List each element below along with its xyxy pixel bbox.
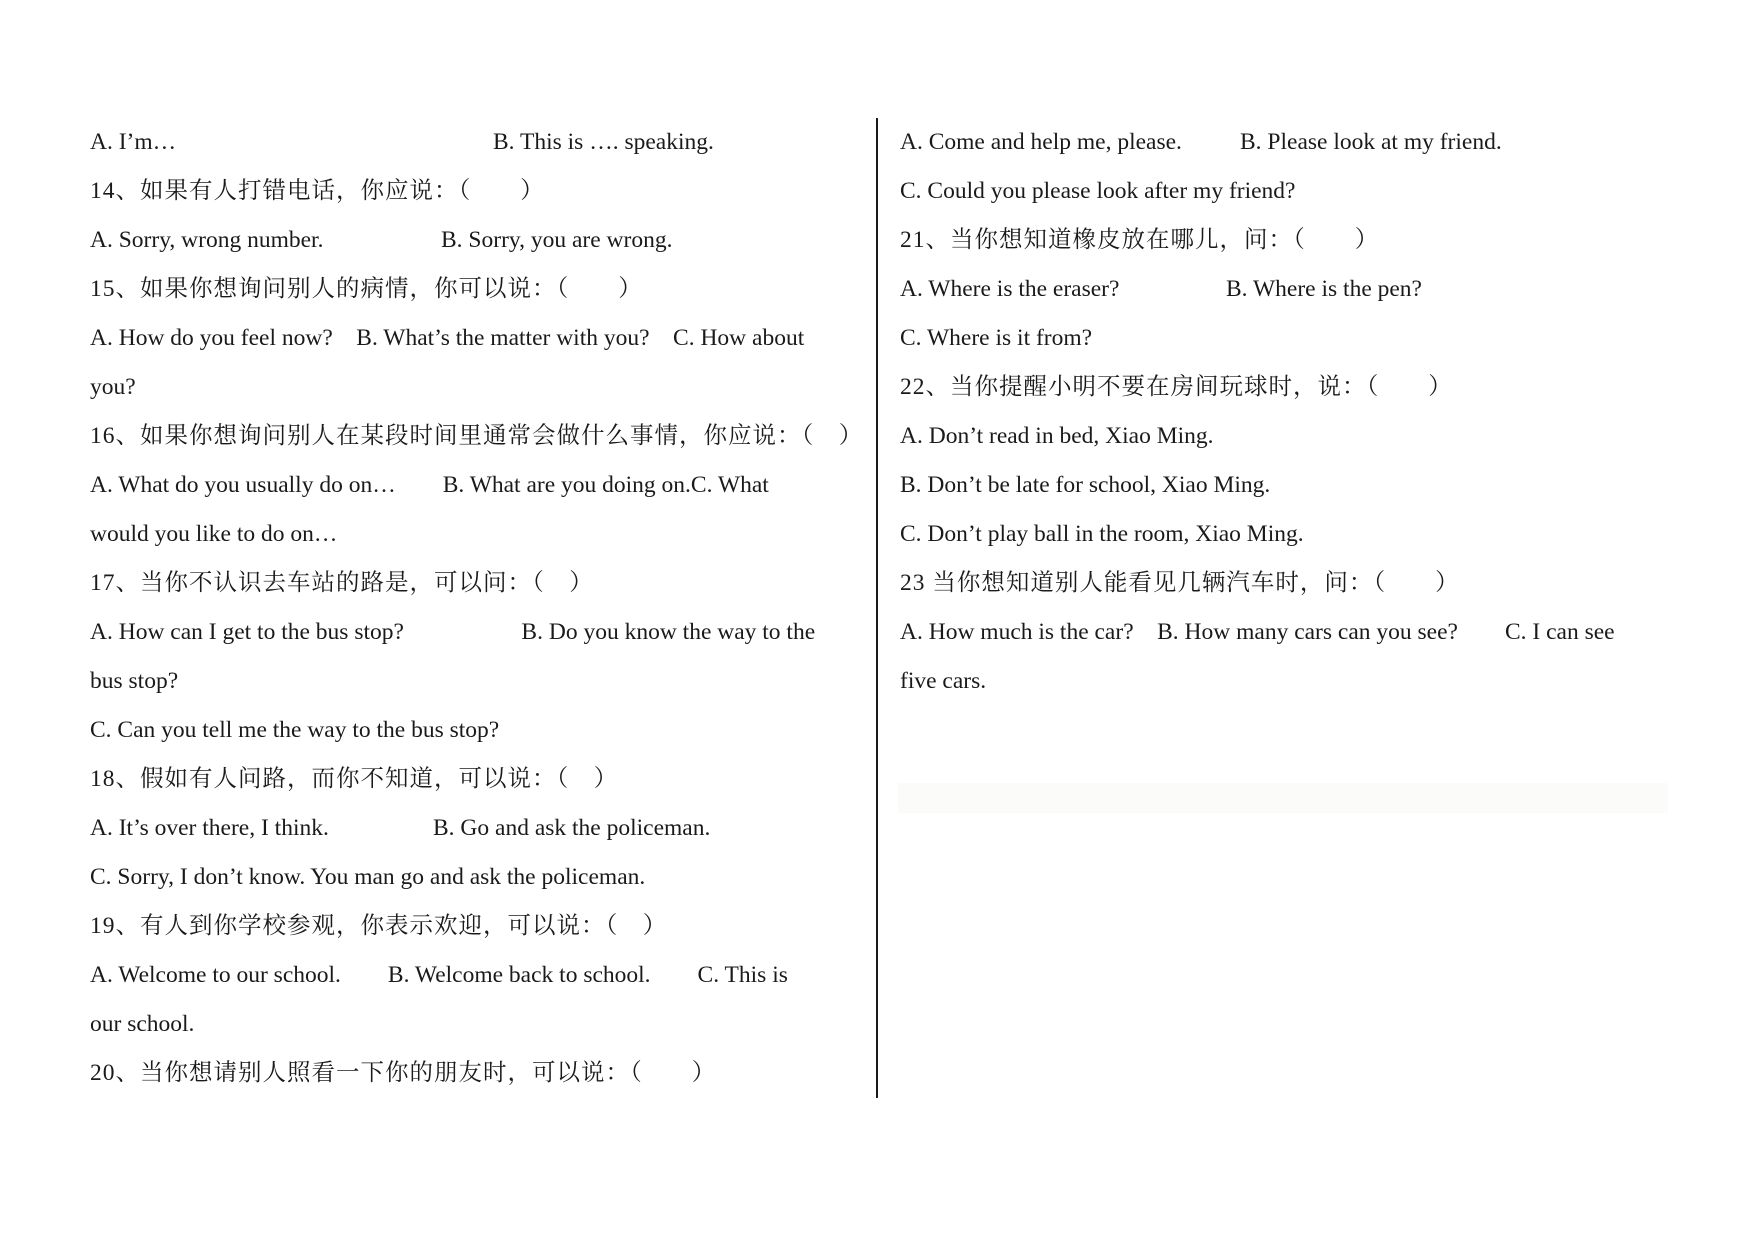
q22-question: 22、当你提醒小明不要在房间玩球时，说：（ ） (900, 374, 1453, 400)
q17-option-c: C. Can you tell me the way to the bus stop? (90, 717, 500, 743)
q19-options-line1: A. Welcome to our school. B. Welcome back to school. C. This is (90, 962, 788, 988)
q21-question: 21、当你想知道橡皮放在哪儿，问：（ ） (900, 227, 1380, 253)
q13-option-a: A. I’m… (90, 129, 177, 155)
q18-option-b: B. Go and ask the policeman. (433, 815, 711, 841)
q20-option-c: C. Could you please look after my friend? (900, 178, 1296, 204)
q23-options-line2: five cars. (900, 668, 987, 694)
q21-options (900, 265, 1672, 314)
q20-question: 20、当你想请别人照看一下你的朋友时，可以说：（ ） (90, 1060, 717, 1086)
q20-option-b: B. Please look at my friend. (1240, 129, 1502, 155)
q21-option-b: B. Where is the pen? (1226, 276, 1422, 302)
q18-question: 18、假如有人问路，而你不知道，可以说：（ ） (90, 766, 619, 792)
q17-options-line2: bus stop? (90, 668, 179, 694)
q22-option-b: B. Don’t be late for school, Xiao Ming. (900, 472, 1271, 498)
right-column (900, 118, 1672, 706)
q20-options (900, 118, 1672, 167)
q13-option-b: B. This is …. speaking. (493, 129, 714, 155)
q16-options-line1: A. What do you usually do on… B. What are you doing on.C. What (90, 472, 769, 498)
q22-option-a: A. Don’t read in bed, Xiao Ming. (900, 423, 1214, 449)
q19-question: 19、有人到你学校参观，你表示欢迎，可以说：（ ） (90, 913, 668, 939)
q14-option-a: A. Sorry, wrong number. (90, 227, 324, 253)
q16-question: 16、如果你想询问别人在某段时间里通常会做什么事情，你应说：（ ） (90, 423, 864, 449)
q14-option-b: B. Sorry, you are wrong. (441, 227, 673, 253)
q15-question: 15、如果你想询问别人的病情，你可以说：（ ） (90, 276, 643, 302)
q17-question: 17、当你不认识去车站的路是，可以问：（ ） (90, 570, 594, 596)
q17-options-line1: A. How can I get to the bus stop? B. Do you know the way to the (90, 619, 816, 645)
q15-options-line1: A. How do you feel now? B. What’s the matter with you? C. How about (90, 325, 805, 351)
q18-option-c: C. Sorry, I don’t know. You man go and ask the policeman. (90, 864, 646, 890)
q23-options-line1: A. How much is the car? B. How many cars can you see? C. I can see (900, 619, 1615, 645)
q16-options-line2: would you like to do on… (90, 521, 338, 547)
left-column (90, 118, 870, 1098)
q22-option-c: C. Don’t play ball in the room, Xiao Ming. (900, 521, 1304, 547)
q14-question: 14、如果有人打错电话，你应说：（ ） (90, 178, 545, 204)
q14-options (90, 216, 870, 265)
q13-options (90, 118, 870, 167)
q18-option-a: A. It’s over there, I think. (90, 815, 329, 841)
q23-question: 23 当你想知道别人能看见几辆汽车时，问：（ ） (900, 570, 1460, 596)
column-divider (876, 118, 878, 1098)
q15-options-line2: you? (90, 374, 136, 400)
q21-option-c: C. Where is it from? (900, 325, 1093, 351)
q20-option-a: A. Come and help me, please. (900, 129, 1182, 155)
scan-band (898, 783, 1668, 813)
q21-option-a: A. Where is the eraser? (900, 276, 1120, 302)
q18-options (90, 804, 870, 853)
q19-options-line2: our school. (90, 1011, 195, 1037)
